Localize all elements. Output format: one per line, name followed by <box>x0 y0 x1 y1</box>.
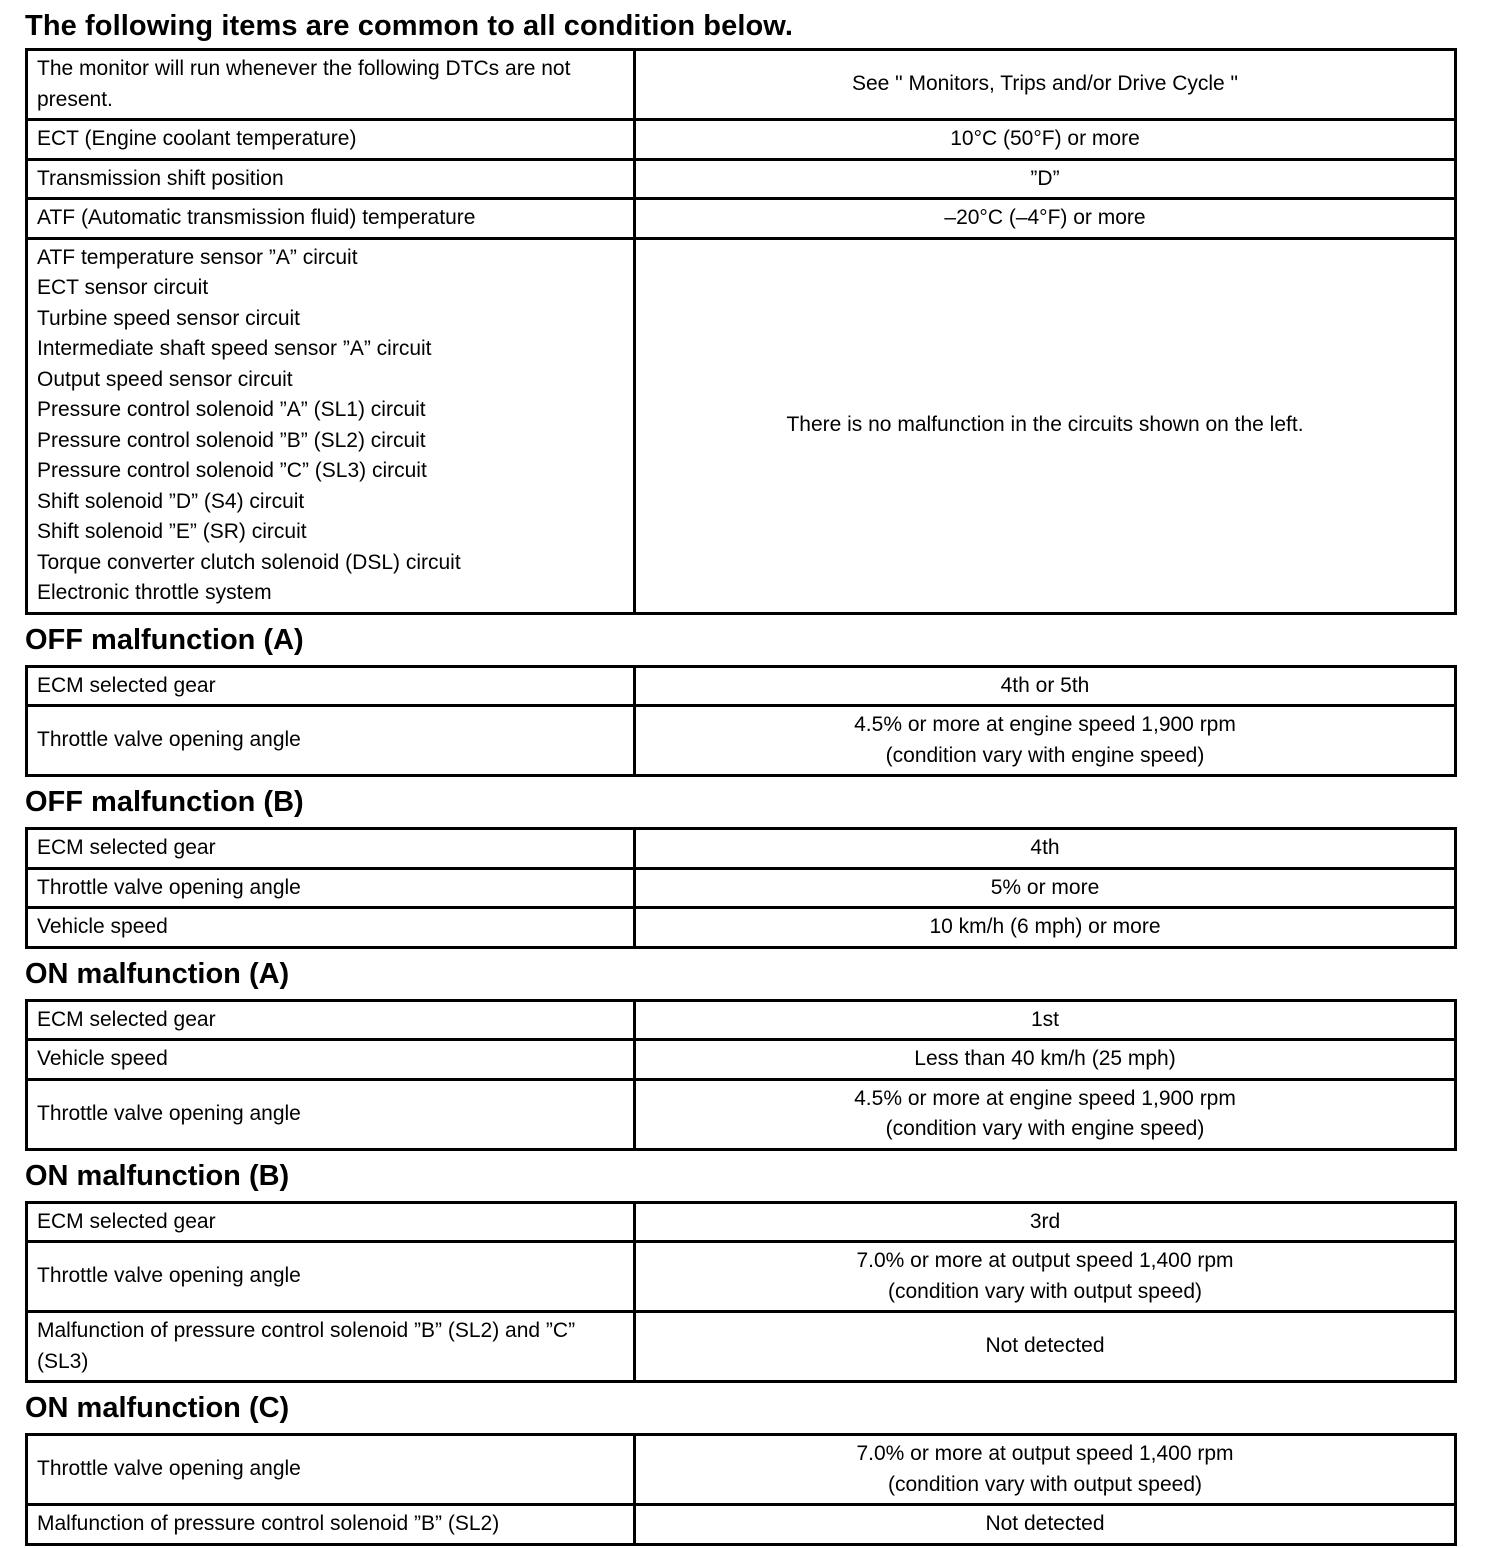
condition-value: 4th or 5th <box>635 666 1456 706</box>
value-line: 7.0% or more at output speed 1,400 rpm <box>856 1249 1234 1272</box>
table-row <box>27 829 1456 869</box>
circuit-item: Intermediate shaft speed sensor ”A” circuit <box>37 337 432 360</box>
condition-label: The monitor will run whenever the following DTCs are not present. <box>27 50 635 120</box>
table-row <box>27 238 1456 613</box>
condition-value: See " Monitors, Trips and/or Drive Cycle " <box>635 50 1456 120</box>
table-row <box>27 666 1456 706</box>
section-title-off-b: OFF malfunction (B) <box>25 786 304 818</box>
table-row <box>27 199 1456 239</box>
condition-label: Throttle valve opening angle <box>27 868 635 908</box>
condition-value: Not detected <box>635 1505 1456 1545</box>
circuit-item: Shift solenoid ”E” (SR) circuit <box>37 520 307 543</box>
condition-value: 3rd <box>635 1202 1456 1242</box>
circuit-item: Pressure control solenoid ”A” (SL1) circuit <box>37 398 426 421</box>
table-row <box>27 159 1456 199</box>
common-conditions-table <box>25 48 1457 615</box>
circuit-item: Shift solenoid ”D” (S4) circuit <box>37 489 305 513</box>
table-row <box>27 1000 1456 1040</box>
table-row <box>27 1312 1456 1382</box>
condition-value <box>635 1242 1456 1312</box>
circuit-list <box>27 238 635 613</box>
condition-value: 10 km/h (6 mph) or more <box>635 908 1456 948</box>
circuit-item: Pressure control solenoid ”B” (SL2) circuit <box>37 428 426 452</box>
circuit-item: Turbine speed sensor circuit <box>37 306 301 330</box>
condition-label: ECM selected gear <box>27 829 635 869</box>
condition-label: Throttle valve opening angle <box>27 706 635 776</box>
value-line: (condition vary with engine speed) <box>885 1117 1205 1140</box>
value-line: (condition vary with output speed) <box>887 1279 1202 1303</box>
on-malfunction-c-table <box>25 1433 1457 1546</box>
common-conditions-title: The following items are common to all condition below. <box>25 10 794 42</box>
off-malfunction-b-table <box>25 827 1457 949</box>
condition-label: Transmission shift position <box>27 159 635 199</box>
condition-label: ECM selected gear <box>27 1000 635 1040</box>
table-row <box>27 1435 1456 1505</box>
table-row <box>27 120 1456 160</box>
table-row <box>27 1242 1456 1312</box>
condition-label: ECM selected gear <box>27 666 635 706</box>
table-row <box>27 908 1456 948</box>
circuit-item: Output speed sensor circuit <box>37 367 293 391</box>
condition-label: ATF (Automatic transmission fluid) temperature <box>27 199 635 239</box>
section-title-on-a: ON malfunction (A) <box>25 957 290 990</box>
condition-value: 4th <box>635 829 1456 869</box>
condition-value <box>635 1435 1456 1505</box>
off-malfunction-a-table <box>25 665 1457 778</box>
value-line: 7.0% or more at output speed 1,400 rpm <box>856 1442 1234 1465</box>
condition-value: 1st <box>635 1000 1456 1040</box>
section-title-on-c: ON malfunction (C) <box>25 1392 290 1424</box>
condition-label: Vehicle speed <box>27 1040 635 1080</box>
value-line: (condition vary with engine speed) <box>885 743 1205 767</box>
on-malfunction-a-table <box>25 999 1457 1151</box>
table-row <box>27 1202 1456 1242</box>
condition-label: ECM selected gear <box>27 1202 635 1242</box>
table-row <box>27 868 1456 908</box>
condition-value <box>635 1079 1456 1149</box>
circuits-value: There is no malfunction in the circuits shown on the left. <box>635 238 1456 613</box>
table-row <box>27 1040 1456 1080</box>
condition-value: –20°C (–4°F) or more <box>635 199 1456 239</box>
on-malfunction-b-table <box>25 1201 1457 1384</box>
value-line: 4.5% or more at engine speed 1,900 rpm <box>854 1086 1236 1110</box>
circuit-item: Pressure control solenoid ”C” (SL3) circuit <box>37 459 427 482</box>
condition-label: Vehicle speed <box>27 908 635 948</box>
value-line: (condition vary with output speed) <box>887 1472 1202 1496</box>
section-title-on-b: ON malfunction (B) <box>25 1159 290 1192</box>
circuit-item: Electronic throttle system <box>37 581 272 604</box>
condition-label: Throttle valve opening angle <box>27 1079 635 1149</box>
condition-value: ”D” <box>635 159 1456 199</box>
circuit-item: ATF temperature sensor ”A” circuit <box>37 245 358 269</box>
condition-label: Malfunction of pressure control solenoid ”B” (SL2) and ”C” (SL3) <box>27 1312 635 1382</box>
condition-value: 10°C (50°F) or more <box>635 120 1456 160</box>
condition-value <box>635 706 1456 776</box>
table-row <box>27 706 1456 776</box>
circuit-item: Torque converter clutch solenoid (DSL) circuit <box>37 550 461 574</box>
value-line: 4.5% or more at engine speed 1,900 rpm <box>854 713 1236 736</box>
document-page <box>25 8 1457 1546</box>
section-title-off-a: OFF malfunction (A) <box>25 623 304 656</box>
condition-value: Not detected <box>635 1312 1456 1382</box>
condition-label: Throttle valve opening angle <box>27 1435 635 1505</box>
condition-value: Less than 40 km/h (25 mph) <box>635 1040 1456 1080</box>
table-row <box>27 50 1456 120</box>
condition-label: Throttle valve opening angle <box>27 1242 635 1312</box>
condition-value: 5% or more <box>635 868 1456 908</box>
condition-label: Malfunction of pressure control solenoid ”B” (SL2) <box>27 1505 635 1545</box>
condition-label: ECT (Engine coolant temperature) <box>27 120 635 160</box>
circuit-item: ECT sensor circuit <box>37 276 209 299</box>
table-row <box>27 1079 1456 1149</box>
table-row <box>27 1505 1456 1545</box>
